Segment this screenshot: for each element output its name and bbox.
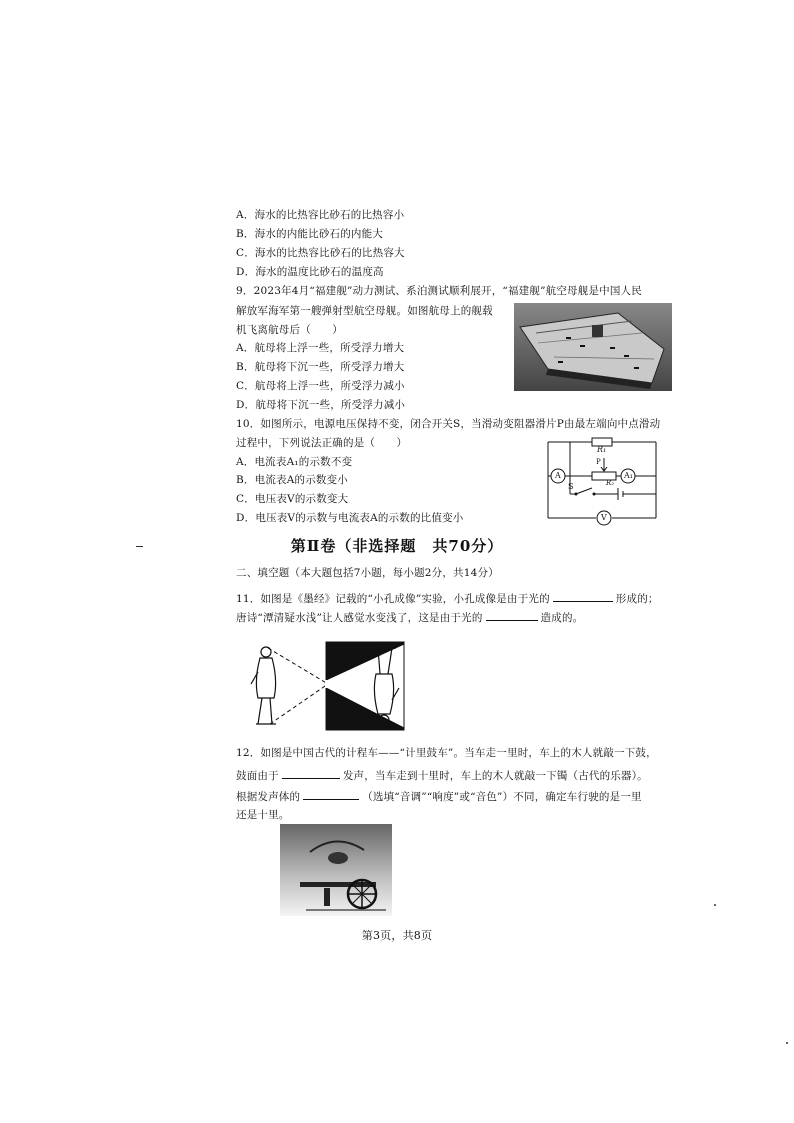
q11-line2 — [236, 609, 583, 625]
circuit-diagram — [540, 432, 666, 526]
q9-stem-line2: 解放军海军第一艘弹射型航空母舰。如图航母上的舰载 — [236, 305, 493, 317]
q12-blank-2[interactable] — [303, 788, 359, 800]
r2-label: R₂ — [606, 479, 615, 487]
q8-option-c: C．海水的比热容比砂石的比热容大 — [236, 247, 405, 259]
q10-option-a: A．电流表A₁的示数不变 — [236, 456, 353, 468]
drum-cart-photo — [280, 824, 392, 916]
q11-blank-1[interactable] — [553, 590, 613, 602]
q11-blank-2[interactable] — [486, 609, 538, 621]
section-2-title: 第Ⅱ卷（非选择题 共70分） — [290, 537, 504, 555]
switch-s-label: S — [568, 482, 574, 491]
page-number: 第3页，共8页 — [361, 929, 433, 942]
ammeter-a1-label: A₁ — [624, 471, 633, 480]
q12-line3-text: 根据发声体的 — [236, 791, 301, 803]
q12-line2 — [236, 767, 648, 783]
q10-option-b: B．电流表A的示数变小 — [236, 474, 348, 486]
slider-p-label: P — [596, 458, 601, 466]
scan-speck — [786, 1042, 788, 1044]
q12-line1: 12．如图是中国古代的计程车——“计里鼓车”。当车走一里时，车上的木人就敲一下鼓， — [236, 747, 657, 759]
q8-option-b: B．海水的内能比砂石的内能大 — [236, 228, 384, 240]
q11-line2-text: 唐诗“潭清疑水浅”让人感觉水变浅了，这是由于光的 — [236, 612, 483, 624]
q12-line2-text: 鼓面由于 — [236, 770, 279, 782]
q12-blank-1[interactable] — [282, 767, 340, 779]
scan-speck — [714, 904, 716, 906]
q12-line2-end: 发声，当车走到十里时，车上的木人就敲一下镯（古代的乐器）。 — [342, 770, 648, 782]
section-2-subheading: 二、填空题（本大题包括7小题，每小题2分，共14分） — [236, 567, 499, 579]
pinhole-imaging-figure — [246, 640, 406, 732]
q11-line1 — [236, 590, 659, 606]
q12-line3-end: （选填“音调”“响度”或“音色”）不同，确定车行驶的是一里 — [362, 791, 642, 803]
q12-line4: 还是十里。 — [236, 809, 290, 821]
ammeter-a-label: A — [555, 471, 561, 480]
q9-option-a: A．航母将上浮一些，所受浮力增大 — [236, 342, 405, 354]
q11-line2-end: 造成的。 — [540, 612, 584, 624]
r1-label: R₁ — [597, 445, 607, 454]
voltmeter-v-label: V — [601, 513, 607, 522]
q12-line3 — [236, 788, 642, 804]
q8-option-a: A．海水的比热容比砂石的比热容小 — [236, 209, 405, 221]
q9-option-c: C．航母将上浮一些，所受浮力减小 — [236, 380, 405, 392]
q11-line1-text: 11．如图是《墨经》记载的“小孔成像”实验，小孔成像是由于光的 — [236, 593, 550, 605]
q10-option-c: C．电压表V的示数变大 — [236, 493, 349, 505]
q10-stem-line1: 10．如图所示，电源电压保持不变，闭合开关S，当滑动变阻器滑片P由最左端向中点滑动 — [236, 418, 661, 430]
q9-stem-line1: 9．2023年4月“福建舰”动力测试、系泊测试顺利展开，“福建舰”航空母舰是中国人民 — [236, 285, 642, 297]
q10-stem-line2: 过程中，下列说法正确的是（ ） — [236, 437, 408, 449]
q11-line1-end: 形成的； — [615, 593, 659, 605]
q9-option-d: D．航母将下沉一些，所受浮力减小 — [236, 399, 406, 411]
q10-option-d: D．电压表V的示数与电流表A的示数的比值变小 — [236, 512, 464, 524]
aircraft-carrier-photo — [514, 303, 672, 391]
q9-option-b: B．航母将下沉一些，所受浮力增大 — [236, 361, 405, 373]
q8-option-d: D．海水的温度比砂石的温度高 — [236, 266, 384, 278]
q9-stem-line3: 机飞离航母后（ ） — [236, 324, 343, 336]
